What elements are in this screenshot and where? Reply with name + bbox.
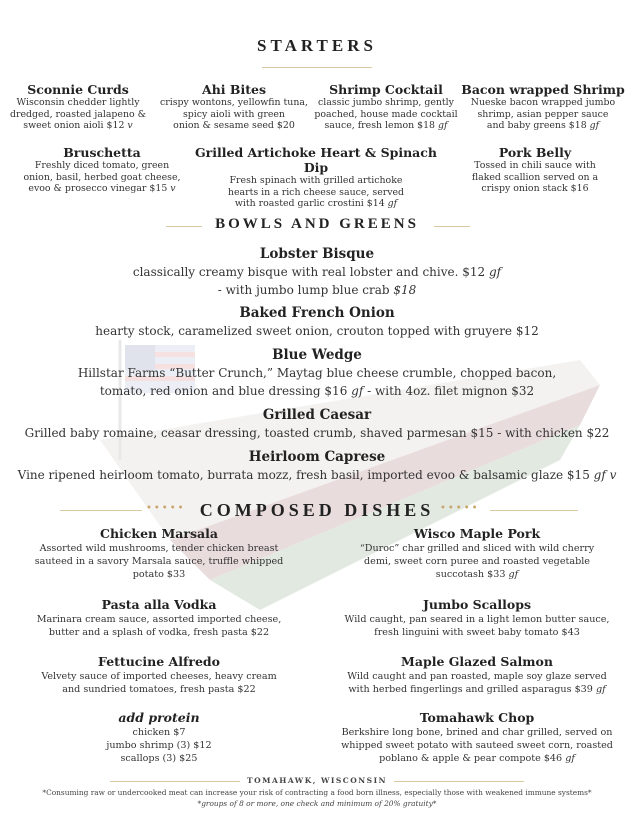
divider <box>394 781 524 782</box>
item-title: Fettucine Alfredo <box>98 654 220 669</box>
composed-item: Fettucine Alfredo Velvety sauce of imported cheeses, heavy cream and sundried tomatoes, fresh pasta $22 <box>16 654 302 696</box>
item-title: Bruschetta <box>63 145 141 160</box>
add-protein: add protein chicken $7 jumbo shrimp (3) $12 scallops (3) $25 <box>16 710 302 765</box>
starter-item: Bacon wrapped Shrimp Nueske bacon wrapped jumbo shrimp, asian pepper sauce and baby greens $18 gf <box>458 82 628 132</box>
starter-item: Bruschetta Freshly diced tomato, green onion, basil, herbed goat cheese, evoo & prosecco vinegar $15 v <box>23 145 181 195</box>
item-title: Bacon wrapped Shrimp <box>461 82 625 97</box>
section-title-bowls: BOWLS AND GREENS <box>215 216 419 232</box>
item-title: Blue Wedge <box>272 347 362 363</box>
section-title-composed: COMPOSED DISHES <box>199 500 435 520</box>
section-title-starters: STARTERS <box>257 36 377 55</box>
composed-item: Pasta alla Vodka Marinara cream sauce, assorted imported cheese, butter and a splash of vodka, fresh pasta $22 <box>16 597 302 639</box>
composed-item: Wisco Maple Pork “Duroc” char grilled and sliced with wild cherry demi, sweet corn puree and roasted vegetable succotash $33 gf <box>332 526 622 581</box>
item-title: Maple Glazed Salmon <box>401 654 553 669</box>
item-title: Wisco Maple Pork <box>413 526 541 541</box>
starter-item: Ahi Bites crispy wontons, yellowfin tuna, spicy aioli with green onion & sesame seed $20 <box>160 82 308 132</box>
item-title: Ahi Bites <box>202 82 266 97</box>
composed-item: Maple Glazed Salmon Wild caught and pan roasted, maple soy glaze served with herbed fingerlings and grilled asparagus $39 gf <box>332 654 622 696</box>
starter-item: Sconnie Curds Wisconsin chedder lightly dredged, roasted jalapeno & sweet onion aioli $12 v <box>9 82 146 132</box>
starter-item: Shrimp Cocktail classic jumbo shrimp, gently poached, house made cocktail sauce, fresh lemon $18 gf <box>312 82 460 132</box>
item-title: Heirloom Caprese <box>248 449 386 465</box>
divider-dots: ••••• <box>440 503 480 514</box>
item-title: Baked French Onion <box>239 305 395 321</box>
divider-dots: ••••• <box>146 503 186 514</box>
item-title: Chicken Marsala <box>100 526 218 541</box>
starter-item: Pork Belly Tossed in chili sauce with flaked scallion served on a crispy onion stack $16 <box>462 145 608 195</box>
footer-location: TOMAHAWK, WISCONSIN <box>247 776 387 785</box>
composed-item: Jumbo Scallops Wild caught, pan seared in a light lemon butter sauce, fresh linguini with sweet baby tomato $43 <box>332 597 622 639</box>
divider <box>434 226 470 227</box>
item-title: Sconnie Curds <box>27 82 129 97</box>
item-title: Lobster Bisque <box>259 246 375 262</box>
item-title: Pork Belly <box>498 145 572 160</box>
divider <box>262 67 372 68</box>
composed-item: Tomahawk Chop Berkshire long bone, brined and char grilled, served on whipped sweet potato with sauteed sweet corn, roasted poblano & apple & pear compote $46 gf <box>332 710 622 765</box>
divider <box>490 510 578 511</box>
item-title: Pasta alla Vodka <box>101 597 217 612</box>
composed-item: Chicken Marsala Assorted wild mushrooms, tender chicken breast sauteed in a savory Marsala sauce, truffle whipped potato $33 <box>16 526 302 581</box>
item-title: Grilled Artichoke Heart & Spinach Dip <box>195 145 437 175</box>
item-title: Jumbo Scallops <box>422 597 531 612</box>
item-title: Shrimp Cocktail <box>329 82 443 97</box>
footer-warning: *Consuming raw or undercooked meat can increase your risk of contracting a food born illness, especially those with weakened immune systems* <box>42 788 592 797</box>
item-title: Tomahawk Chop <box>419 710 535 725</box>
starter-item: Grilled Artichoke Heart & Spinach Dip Fresh spinach with grilled artichoke hearts in a rich cheese sauce, served with roasted garlic crostini $14 gf <box>190 145 442 210</box>
footer-gratuity: *groups of 8 or more, one check and minimum of 20% gratuity* <box>197 799 437 808</box>
item-title: Grilled Caesar <box>262 407 372 423</box>
item-title: add protein <box>118 710 200 725</box>
